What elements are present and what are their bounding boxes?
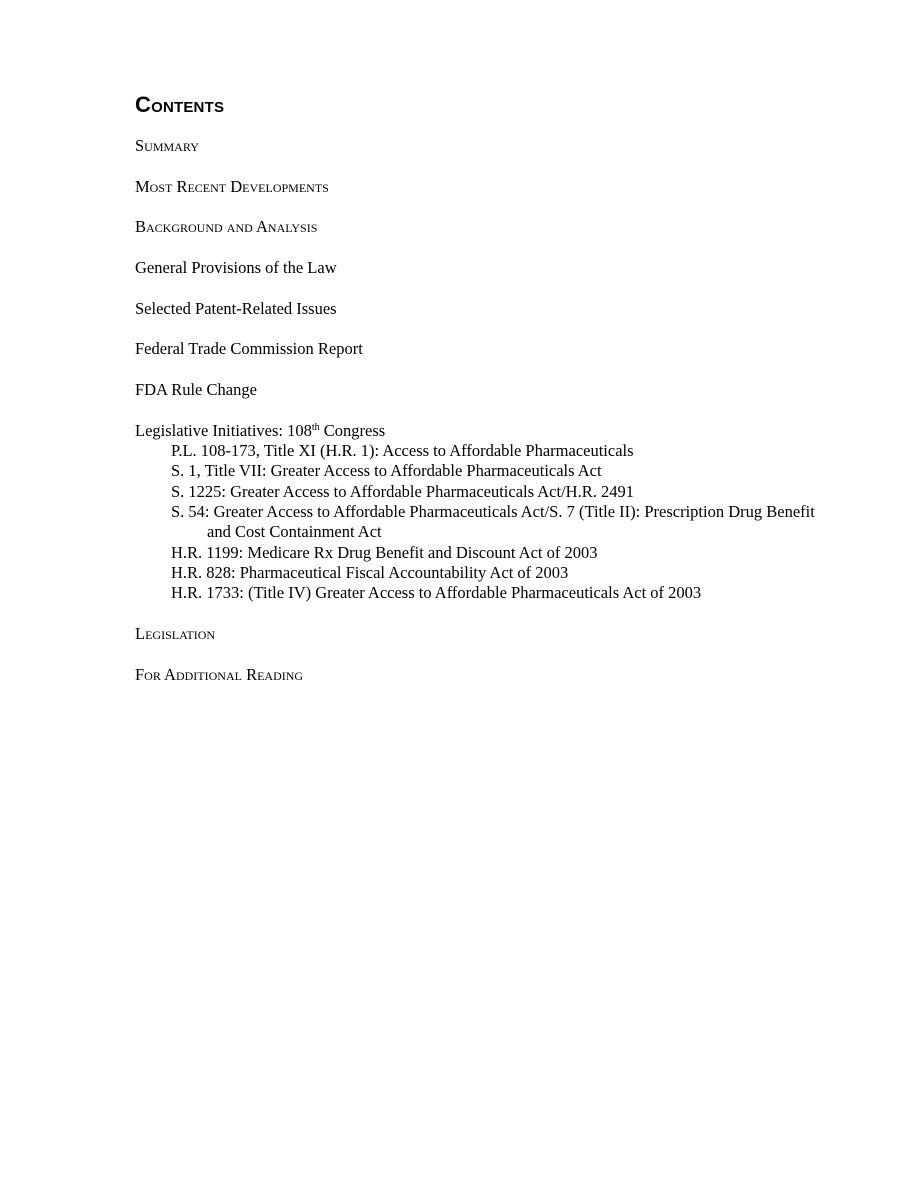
toc-entry-legislation[interactable]: Legislation (135, 623, 216, 643)
toc-subentry[interactable]: H.R. 1733: (Title IV) Greater Access to Affordable Pharmaceuticals Act of 2003 (171, 583, 702, 603)
legislative-initiatives-label: Legislative Initiatives: 108 (135, 420, 312, 440)
toc-entry-patent-issues[interactable]: Selected Patent-Related Issues (135, 298, 337, 318)
toc-entry-general-provisions[interactable]: General Provisions of the Law (135, 258, 337, 278)
toc-subentry[interactable]: H.R. 1199: Medicare Rx Drug Benefit and Discount Act of 2003 (171, 542, 598, 562)
toc-entry-ftc-report[interactable]: Federal Trade Commission Report (135, 339, 363, 359)
contents-title: Contents (135, 92, 225, 117)
toc-entry-background-and-analysis[interactable]: Background and Analysis (135, 217, 318, 237)
contents-page (135, 92, 815, 685)
table-of-contents (135, 136, 815, 685)
toc-entry-summary[interactable]: Summary (135, 136, 199, 155)
toc-subentry[interactable]: S. 1225: Greater Access to Affordable Pharmaceuticals Act/H.R. 2491 (171, 481, 634, 501)
legislative-initiatives-congress: Congress (319, 420, 386, 440)
toc-entry-most-recent-developments[interactable]: Most Recent Developments (135, 176, 329, 196)
legislative-subentries (135, 441, 815, 603)
toc-entry-additional-reading[interactable]: For Additional Reading (135, 664, 304, 684)
toc-subentry[interactable]: P.L. 108-173, Title XI (H.R. 1): Access to Affordable Pharmaceuticals (171, 441, 634, 461)
toc-subentry[interactable]: S. 54: Greater Access to Affordable Pharmaceuticals Act/S. 7 (Title II): Prescription Drug Benefit and Cost Containment Act (171, 502, 815, 542)
toc-subentry[interactable]: S. 1, Title VII: Greater Access to Affordable Pharmaceuticals Act (171, 461, 602, 481)
toc-subentry[interactable]: H.R. 828: Pharmaceutical Fiscal Accountability Act of 2003 (171, 562, 569, 582)
toc-entry-fda-rule-change[interactable]: FDA Rule Change (135, 380, 257, 400)
ordinal-suffix: th (311, 421, 320, 433)
toc-entry-legislative-initiatives[interactable] (135, 421, 815, 604)
